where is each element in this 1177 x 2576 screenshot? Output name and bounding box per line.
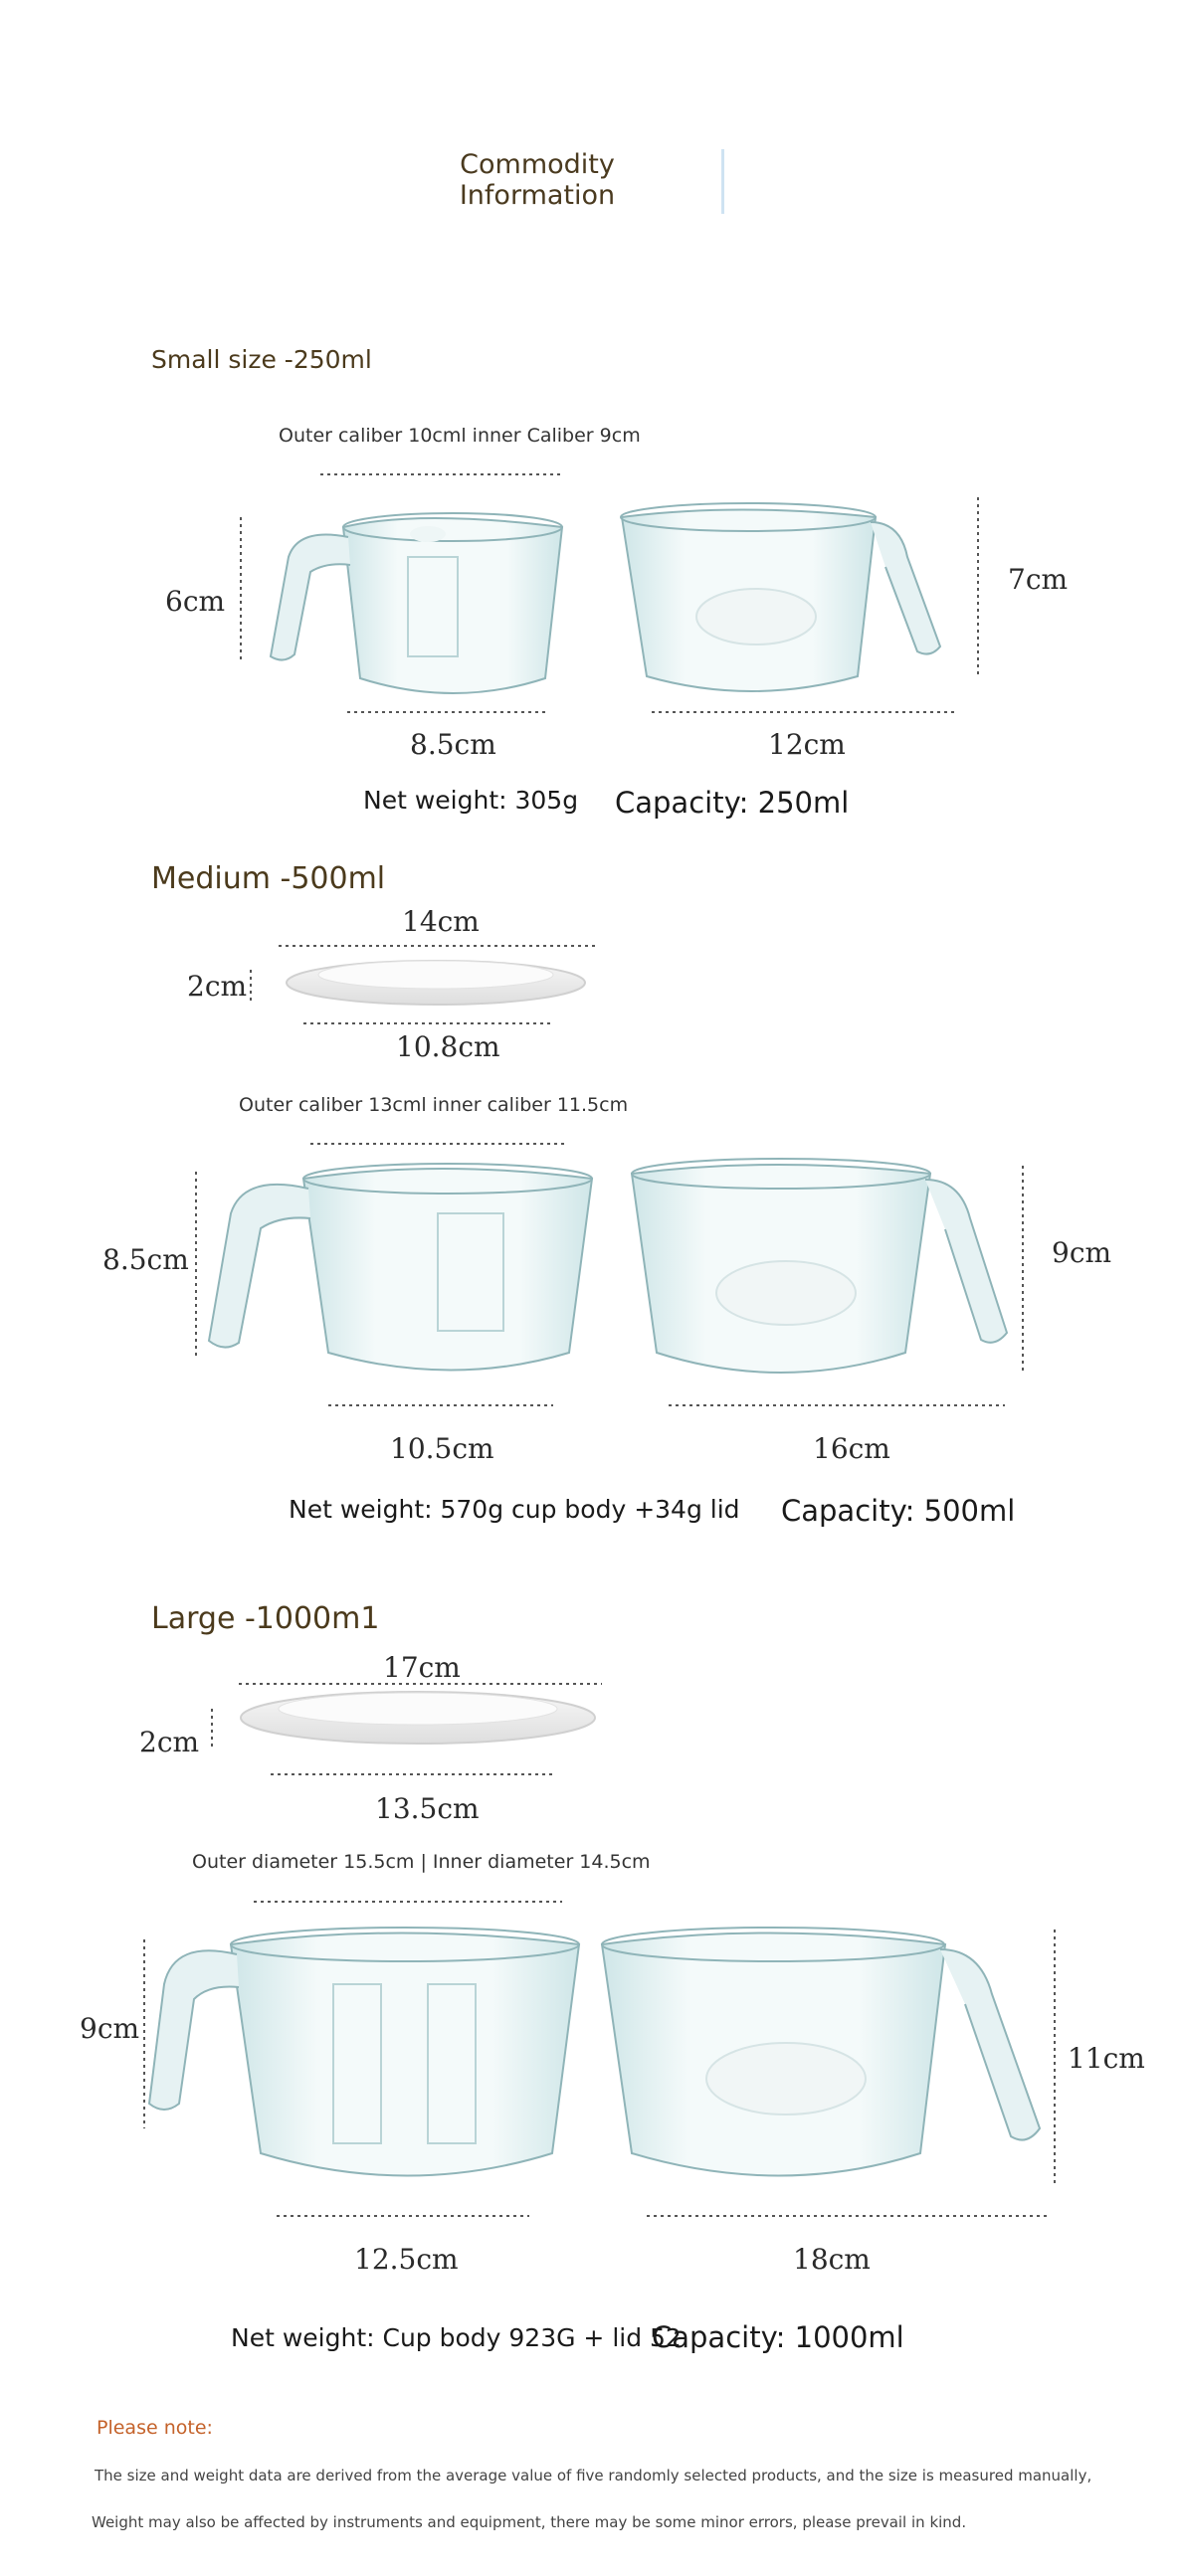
small-caliber-label: Outer caliber 10cml inner Caliber 9cm: [279, 425, 641, 447]
small-width-bottom: 8.5cm: [410, 728, 496, 761]
medium-lid: [287, 961, 585, 1005]
medium-caliber-label: Outer caliber 13cml inner caliber 11.5cm: [239, 1094, 629, 1116]
large-net-weight: Net weight: Cup body 923G + lid 52: [231, 2323, 682, 2352]
medium-width-bottom: 10.5cm: [390, 1432, 494, 1465]
medium-cup-side: [632, 1159, 1007, 1373]
medium-capacity: Capacity: 500ml: [781, 1494, 1016, 1528]
large-width-total: 18cm: [793, 2243, 871, 2276]
large-lid-width: 17cm: [383, 1651, 461, 1684]
medium-size-heading: Medium -500ml: [151, 861, 386, 896]
medium-cup-front: [209, 1164, 592, 1371]
note-line-1: The size and weight data are derived from the average value of five randomly selected products, and the size is measured manually,: [95, 2467, 1092, 2484]
large-cup-front: [149, 1928, 579, 2176]
large-width-bottom: 12.5cm: [354, 2243, 459, 2276]
small-cup-side: [621, 503, 940, 691]
large-size-heading: Large -1000m1: [151, 1601, 380, 1636]
large-caliber-label: Outer diameter 15.5cm | Inner diameter 14.5cm: [192, 1851, 651, 1873]
large-lid: [241, 1692, 595, 1744]
small-height-left: 6cm: [165, 585, 226, 618]
page-title-line2: Information: [459, 180, 616, 211]
note-title: Please note:: [97, 2417, 213, 2439]
medium-lid-height: 2cm: [187, 970, 248, 1003]
medium-height-right: 9cm: [1052, 1236, 1112, 1269]
medium-net-weight: Net weight: 570g cup body +34g lid: [289, 1495, 740, 1524]
note-line-2: Weight may also be affected by instruments and equipment, there may be some minor errors, please prevail in kind.: [92, 2513, 967, 2531]
small-cup-front: [271, 513, 562, 693]
medium-lid-inner: 10.8cm: [396, 1030, 500, 1063]
medium-lid-width: 14cm: [402, 905, 480, 938]
large-lid-height: 2cm: [139, 1726, 200, 1758]
page-title-line1: Commodity: [460, 149, 615, 180]
small-width-total: 12cm: [768, 728, 846, 761]
small-height-right: 7cm: [1008, 563, 1069, 596]
large-height-right: 11cm: [1068, 2042, 1145, 2075]
small-size-heading: Small size -250ml: [151, 345, 372, 374]
medium-width-total: 16cm: [813, 1432, 890, 1465]
small-capacity: Capacity: 250ml: [615, 786, 850, 820]
large-lid-inner: 13.5cm: [375, 1792, 480, 1825]
large-height-left: 9cm: [80, 2012, 140, 2045]
large-capacity: Capacity: 1000ml: [652, 2320, 904, 2354]
medium-height-left: 8.5cm: [102, 1243, 189, 1276]
large-cup-side: [602, 1928, 1040, 2176]
small-net-weight: Net weight: 305g: [363, 786, 579, 815]
